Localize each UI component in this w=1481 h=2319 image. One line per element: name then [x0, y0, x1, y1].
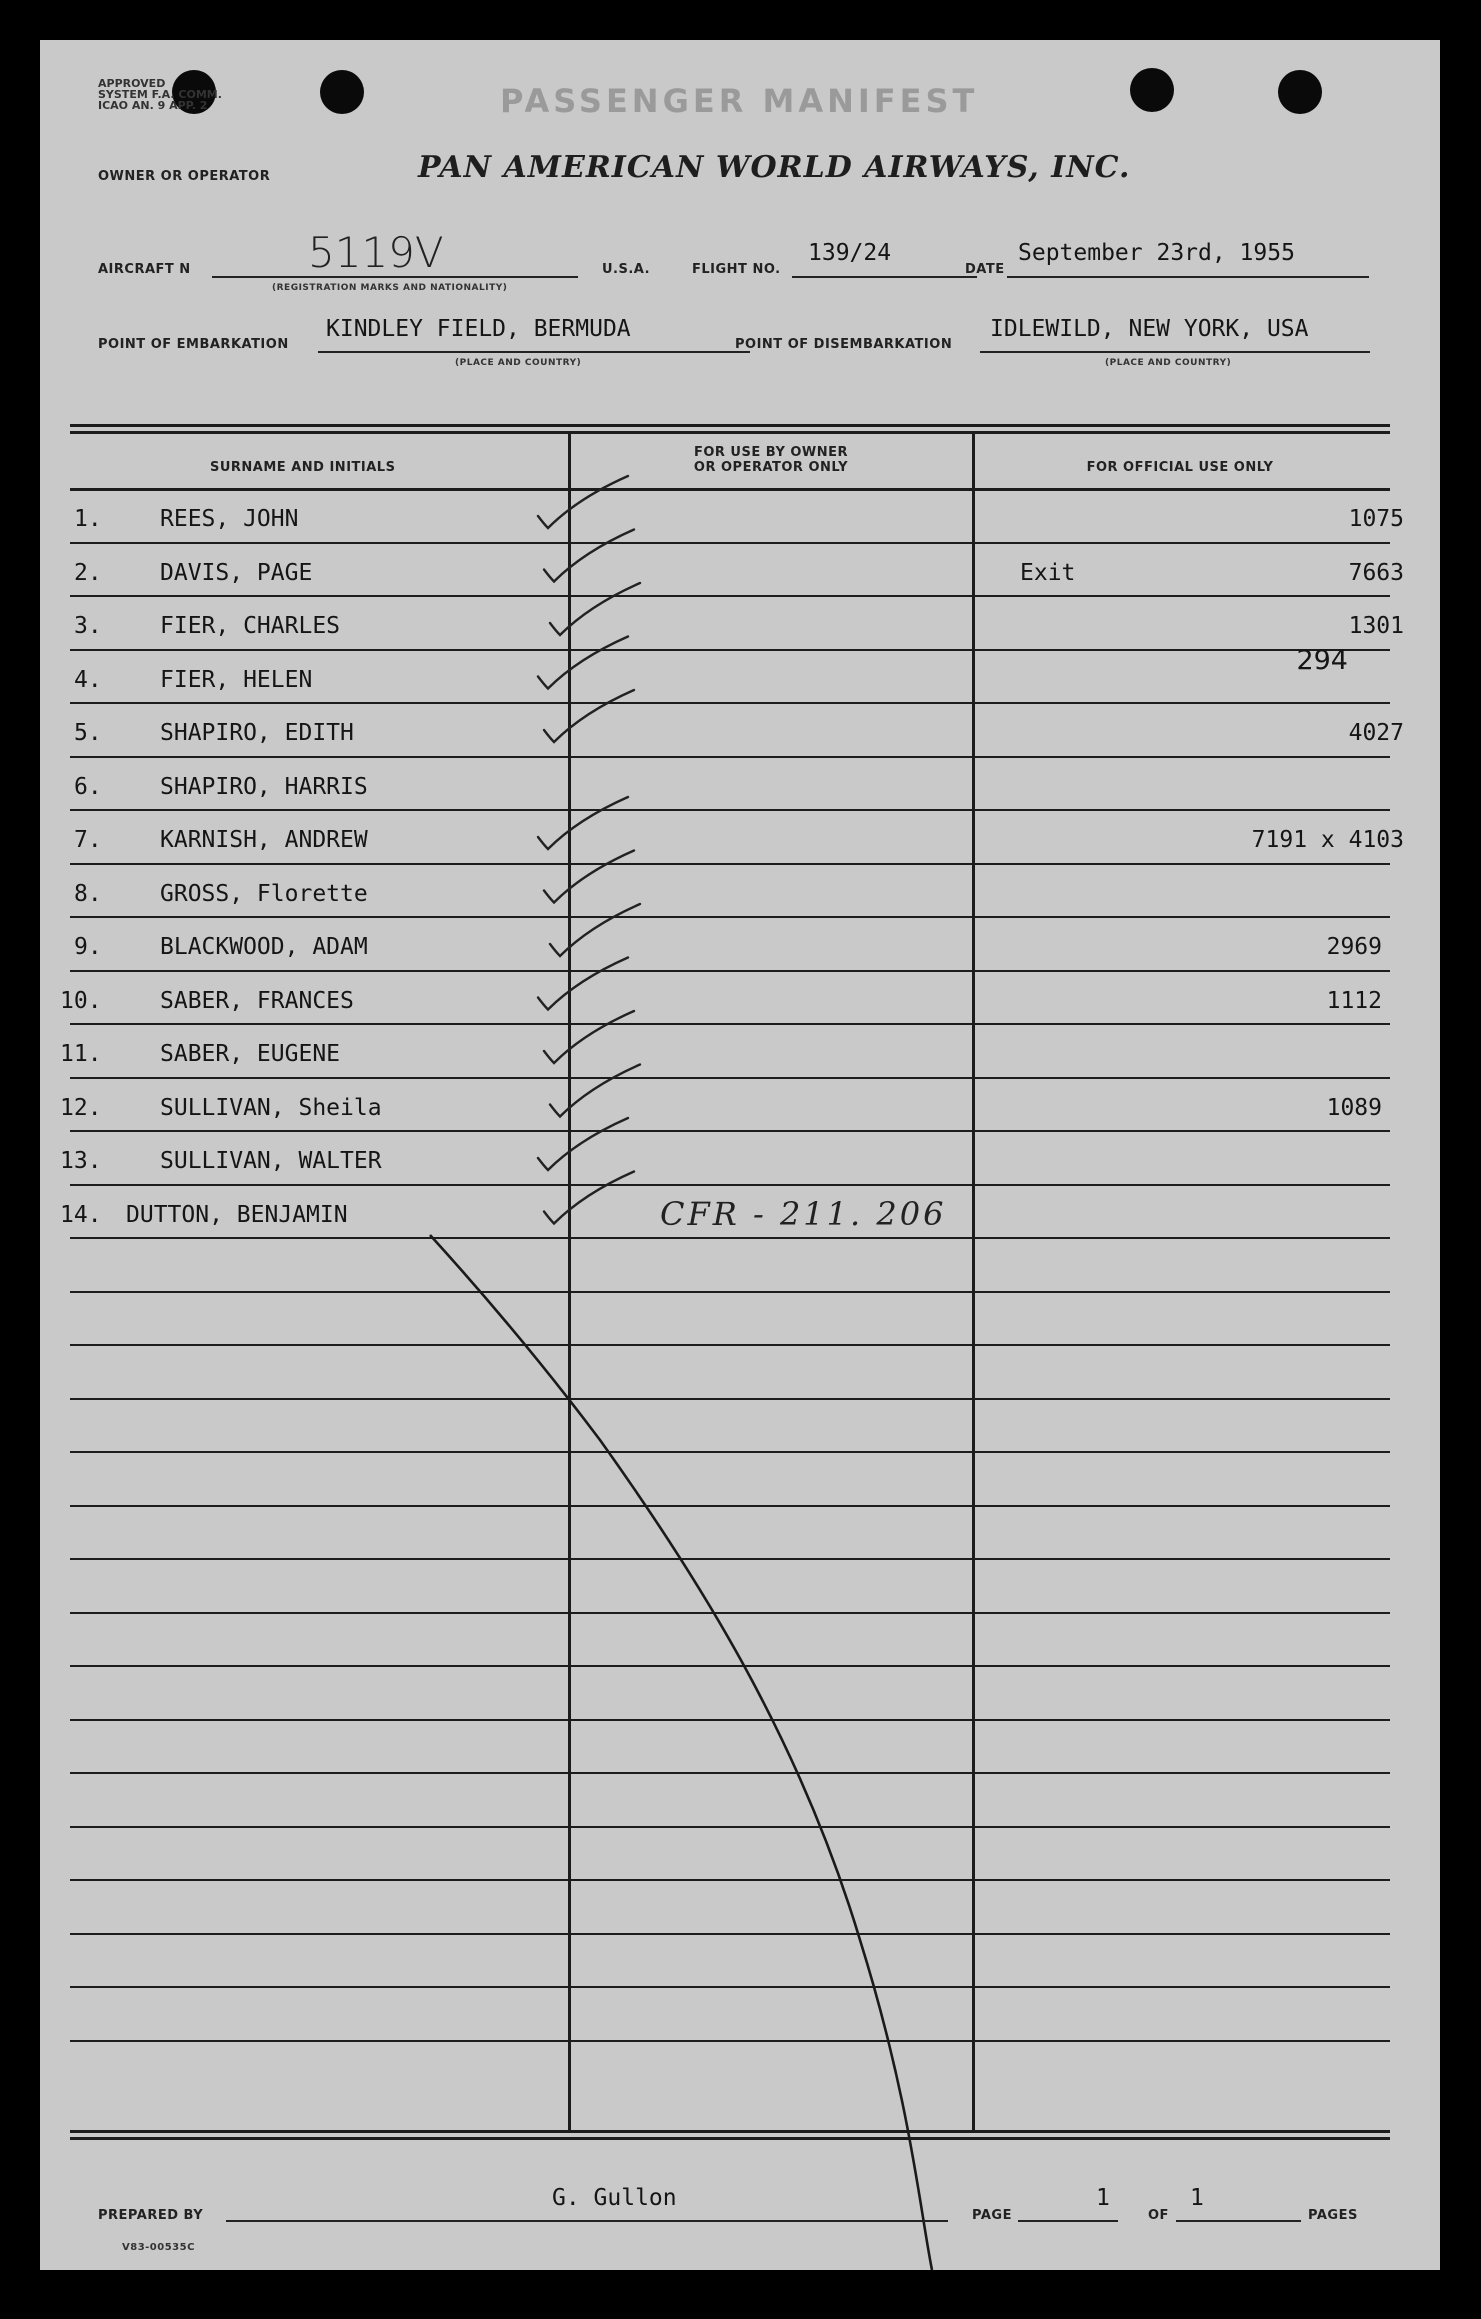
- owner-label: OWNER OR OPERATOR: [98, 169, 271, 184]
- form-title: PASSENGER MANIFEST: [500, 82, 979, 120]
- checkmark-icon: [544, 690, 634, 742]
- prepared-by-value: G. Gullon: [552, 2185, 677, 2211]
- page-underline: [1018, 2220, 1118, 2222]
- flight-date: September 23rd, 1955: [1018, 240, 1295, 266]
- approval-line: SYSTEM F.A. COMM.: [98, 88, 222, 101]
- flight-label: FLIGHT NO.: [692, 262, 781, 277]
- row-number: 5.: [74, 720, 102, 746]
- row-number: 4.: [74, 666, 102, 693]
- passenger-name: DUTTON, BENJAMIN: [126, 1201, 348, 1228]
- checkmark-icon: [544, 1172, 634, 1224]
- checkmark-icon: [550, 583, 640, 635]
- passenger-name: SULLIVAN, WALTER: [160, 1148, 382, 1174]
- official-number: 2969: [1326, 934, 1382, 960]
- passenger-name: FIER, CHARLES: [160, 613, 341, 639]
- row-number: 6.: [74, 773, 102, 800]
- manifest-sheet: [40, 40, 1440, 2270]
- aircraft-label: AIRCRAFT N: [98, 262, 191, 277]
- row-number: 11.: [60, 1041, 102, 1067]
- aircraft-registration: 5119V: [308, 228, 444, 277]
- form-code: V83-00535C: [122, 2242, 195, 2253]
- passenger-name: SHAPIRO, HARRIS: [160, 773, 368, 800]
- official-number: 1112: [1326, 987, 1382, 1014]
- page-label: PAGE: [972, 2208, 1012, 2223]
- row-number: 9.: [74, 934, 102, 960]
- row-number: 14.: [60, 1201, 102, 1228]
- official-column-header: FOR OFFICIAL USE ONLY: [1086, 460, 1274, 475]
- usa-label: U.S.A.: [602, 262, 651, 277]
- checkmarks: [538, 476, 640, 1224]
- pen-marks: [40, 40, 1440, 2270]
- date-label: DATE: [965, 262, 1005, 277]
- checkmark-icon: [538, 637, 628, 689]
- checkmark-icon: [550, 1065, 640, 1117]
- checkmark-icon: [544, 851, 634, 903]
- table-bottom-rule: [70, 2137, 1390, 2140]
- pen-stroke-line: [430, 1235, 932, 2270]
- cfr-annotation: CFR - 211. 206: [660, 1195, 947, 1233]
- passenger-name: SULLIVAN, Sheila: [160, 1094, 382, 1121]
- row-number: 2.: [74, 559, 102, 586]
- operator-name: PAN AMERICAN WORLD AIRWAYS, INC.: [418, 150, 1131, 185]
- checkmark-icon: [538, 797, 628, 849]
- aircraft-sub-label: (REGISTRATION MARKS AND NATIONALITY): [272, 283, 508, 293]
- embarkation-value: KINDLEY FIELD, BERMUDA: [326, 316, 631, 342]
- embarkation-sub-label: (PLACE AND COUNTRY): [455, 358, 582, 368]
- flight-number: 139/24: [808, 240, 892, 266]
- official-number: 4027: [1348, 720, 1404, 746]
- of-underline: [1176, 2220, 1301, 2222]
- checkmark-icon: [544, 530, 634, 582]
- operator-header-line: FOR USE BY OWNER: [693, 445, 849, 460]
- exit-note: Exit: [1020, 559, 1076, 586]
- passenger-name: SABER, FRANCES: [160, 987, 354, 1014]
- row-number: 7.: [74, 827, 102, 853]
- approval-line: APPROVED: [98, 77, 166, 90]
- checkmark-icon: [550, 904, 640, 956]
- passenger-name: SHAPIRO, EDITH: [160, 720, 354, 746]
- checkmark-icon: [538, 1118, 628, 1170]
- row-number: 13.: [60, 1148, 102, 1174]
- table-bottom-rule: [70, 2130, 1390, 2133]
- passenger-name: FIER, HELEN: [160, 666, 313, 693]
- approval-line: ICAO AN. 9 APP. 2: [98, 99, 208, 112]
- passenger-name: REES, JOHN: [160, 506, 299, 532]
- checkmark-icon: [544, 1011, 634, 1063]
- embarkation-label: POINT OF EMBARKATION: [98, 337, 289, 352]
- operator-header-line: OR OPERATOR ONLY: [693, 460, 849, 475]
- row-number: 10.: [60, 987, 102, 1014]
- passenger-name: GROSS, Florette: [160, 880, 368, 907]
- row-number: 3.: [74, 613, 102, 639]
- passenger-name: DAVIS, PAGE: [160, 559, 313, 586]
- passenger-name: BLACKWOOD, ADAM: [160, 934, 368, 960]
- checkmark-icon: [538, 958, 628, 1010]
- official-number: 1075: [1348, 506, 1404, 532]
- official-number: 1301: [1348, 613, 1404, 639]
- row-number: 1.: [74, 506, 102, 532]
- official-number: 294: [1296, 644, 1348, 676]
- disembarkation-value: IDLEWILD, NEW YORK, USA: [990, 316, 1309, 342]
- disembarkation-label: POINT OF DISEMBARKATION: [735, 337, 953, 352]
- page-total: 1: [1190, 2185, 1204, 2211]
- prepared-by-label: PREPARED BY: [98, 2208, 204, 2223]
- row-number: 8.: [74, 880, 102, 907]
- passenger-name: SABER, EUGENE: [160, 1041, 341, 1067]
- surname-column-header: SURNAME AND INITIALS: [210, 460, 396, 475]
- pages-label: PAGES: [1308, 2208, 1358, 2223]
- of-label: OF: [1148, 2208, 1169, 2223]
- row-number: 12.: [60, 1094, 102, 1121]
- official-number: 1089: [1326, 1094, 1382, 1121]
- prepared-by-underline: [226, 2220, 948, 2222]
- official-number: 7191 x 4103: [1251, 827, 1404, 853]
- disembarkation-sub-label: (PLACE AND COUNTRY): [1105, 358, 1232, 368]
- official-number: 7663: [1348, 559, 1404, 586]
- passenger-name: KARNISH, ANDREW: [160, 827, 368, 853]
- checkmark-icon: [538, 476, 628, 528]
- page-number: 1: [1096, 2185, 1110, 2211]
